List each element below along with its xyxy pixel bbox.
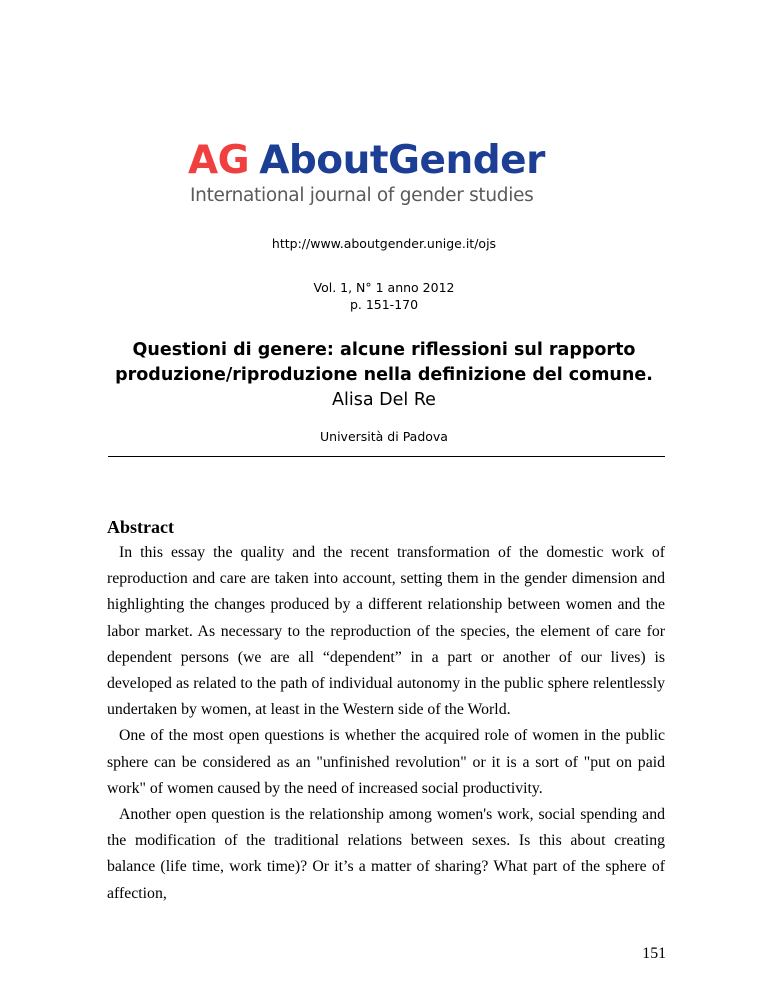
logo-wordmark xyxy=(188,138,545,184)
abstract-paragraph: One of the most open questions is whether the acquired role of women in the public sphere can be considered as an "unfinished revolution" or it is a sort of "put on paid work" of women caused by the need of increased social productivity. xyxy=(107,727,665,797)
article-author: Alisa Del Re xyxy=(332,390,436,410)
abstract-heading: Abstract xyxy=(107,517,174,537)
page-range: p. 151-170 xyxy=(349,297,419,312)
logo-name: AboutGender xyxy=(259,138,545,183)
logo-tagline: International journal of gender studies xyxy=(190,185,534,206)
author-affiliation: Università di Padova xyxy=(320,429,448,444)
page-number: 151 xyxy=(642,945,666,962)
logo-mark: AG xyxy=(188,138,250,183)
journal-logo xyxy=(188,138,588,213)
volume-info: Vol. 1, N° 1 anno 2012 xyxy=(313,280,455,295)
header-divider xyxy=(108,456,665,457)
journal-url[interactable]: http://www.aboutgender.unige.it/ojs xyxy=(271,236,497,251)
article-title-line-2: produzione/riproduzione nella definizione del comune. xyxy=(115,365,653,385)
article-title xyxy=(0,338,768,388)
abstract-paragraph: Another open question is the relationship among women's work, social spending and the modification of the traditional relations between sexes. Is this about creating balance (life time, work time)? Or it’s a matter of sharing? What part of the sphere of affection, xyxy=(107,806,665,902)
abstract-body xyxy=(107,540,665,907)
article-title-line-1: Questioni di genere: alcune riflessioni sul rapporto xyxy=(132,340,636,360)
abstract-paragraph: In this essay the quality and the recent transformation of the domestic work of reproduction and care are taken into account, setting them in the gender dimension and highlighting the changes produced by a different relationship between women and the labor market. As necessary to the reproduction of the species, the element of care for dependent persons (we are all “dependent” in a part or another of our lives) is developed as related to the path of individual autonomy in the public sphere relentlessly undertaken by women, at least in the Western side of the World. xyxy=(107,544,665,719)
